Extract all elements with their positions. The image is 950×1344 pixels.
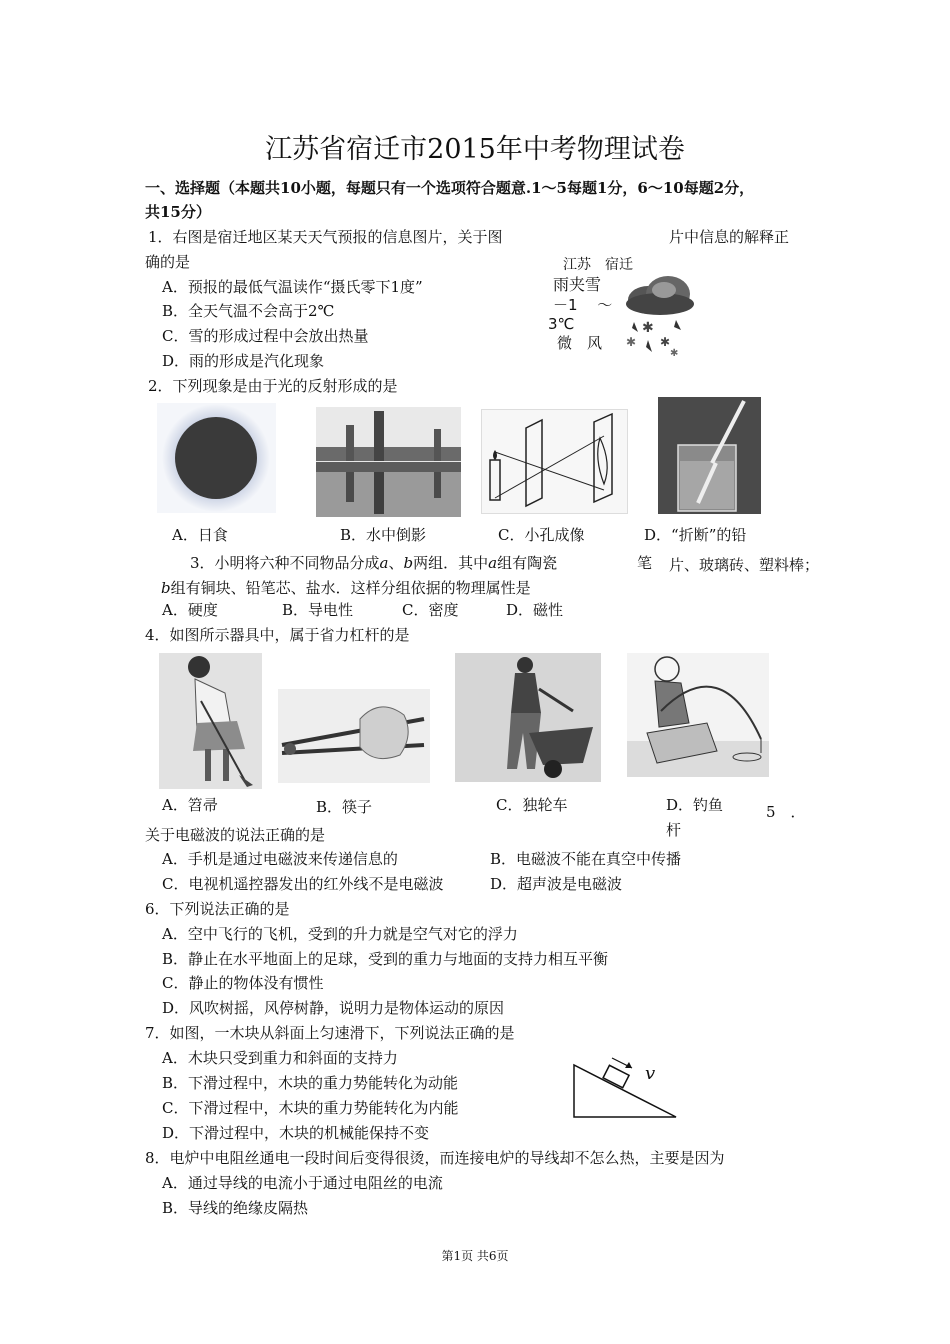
q1-option-a: A．预报的最低气温读作“摄氏零下1度” bbox=[162, 278, 423, 296]
q8-stem: 8．电炉中电阻丝通电一段时间后变得很烫，而连接电炉的导线却不怎么热，主要是因为 bbox=[145, 1149, 725, 1167]
q5-number: 5 ． bbox=[766, 803, 806, 821]
svg-text:✱: ✱ bbox=[626, 335, 637, 349]
q1-stem-a: 1．右图是宿迁地区某天天气预报的信息图片，关于图 bbox=[148, 228, 503, 246]
fishing-rod-image bbox=[627, 653, 769, 777]
q8-option-a: A．通过导线的电流小于通过电阻丝的电流 bbox=[162, 1174, 443, 1192]
q3-line1-part-c: 两组．其中 bbox=[413, 554, 489, 572]
q3-line1-part-d: 组有陶瓷 bbox=[497, 554, 558, 572]
q1-option-b: B．全天气温不会高于2℃ bbox=[162, 302, 335, 320]
q2-option-d-cont: 笔 bbox=[637, 554, 653, 572]
q3-group-a: a bbox=[379, 554, 389, 572]
weather-wind: 微 风 bbox=[557, 334, 603, 352]
q4-stem: 4．如图所示器具中，属于省力杠杆的是 bbox=[145, 626, 410, 644]
q2-stem: 2．下列现象是由于光的反射形成的是 bbox=[148, 377, 398, 395]
water-reflection-image bbox=[316, 407, 461, 517]
solar-eclipse-image bbox=[157, 403, 276, 513]
q6-stem: 6．下列说法正确的是 bbox=[145, 900, 290, 918]
q5-option-b: B．电磁波不能在真空中传播 bbox=[490, 850, 682, 868]
q1-option-c: C．雪的形成过程中会放出热量 bbox=[162, 327, 369, 345]
section-header-line2: 共15分） bbox=[145, 203, 211, 221]
q3-option-b: B．导电性 bbox=[282, 601, 354, 619]
q5-option-c: C．电视机遥控器发出的红外线不是电磁波 bbox=[162, 875, 444, 893]
q6-option-d: D．风吹树摇，风停树静，说明力是物体运动的原因 bbox=[162, 999, 505, 1017]
q3-line2-text: 组有铜块、铅笔芯、盐水．这样分组依据的物理属性是 bbox=[170, 579, 531, 597]
q1-stem-c: 确的是 bbox=[145, 253, 191, 271]
q3-line1-part-a: 3．小明将六种不同物品分成 bbox=[190, 554, 380, 572]
q6-option-c: C．静止的物体没有惯性 bbox=[162, 974, 324, 992]
q3-group-a-2: a bbox=[488, 554, 498, 572]
q6-option-a: A．空中飞行的飞机，受到的升力就是空气对它的浮力 bbox=[162, 925, 518, 943]
rain-snow-icon bbox=[620, 270, 698, 358]
q3-line1-part-b: 、 bbox=[388, 554, 404, 572]
q1-stem-b: 片中信息的解释正 bbox=[669, 228, 790, 246]
q4-option-a: A．笤帚 bbox=[162, 796, 218, 814]
q1-option-d: D．雨的形成是汽化现象 bbox=[162, 352, 325, 370]
q7-option-d: D．下滑过程中，木块的机械能保持不变 bbox=[162, 1124, 430, 1142]
q4-option-b: B．筷子 bbox=[316, 798, 373, 816]
q7-option-a: A．木块只受到重力和斜面的支持力 bbox=[162, 1049, 398, 1067]
pinhole-camera-image bbox=[481, 409, 628, 514]
q3-line1-part-e: 片、玻璃砖、塑料棒； bbox=[669, 556, 820, 574]
weather-place: 江苏 宿迁 bbox=[563, 257, 633, 273]
q8-option-b: B．导线的绝缘皮隔热 bbox=[162, 1199, 309, 1217]
q6-option-b: B．静止在水平地面上的足球，受到的重力与地面的支持力相互平衡 bbox=[162, 950, 609, 968]
q5-option-d: D．超声波是电磁波 bbox=[490, 875, 623, 893]
q7-stem: 7．如图，一木块从斜面上匀速滑下，下列说法正确的是 bbox=[145, 1024, 515, 1042]
chopsticks-image bbox=[278, 689, 430, 783]
page-title: 江苏省宿迁市2015年中考物理试卷 bbox=[265, 134, 685, 165]
q2-option-c: C．小孔成像 bbox=[498, 526, 585, 544]
svg-text:✱: ✱ bbox=[660, 335, 671, 349]
q2-option-b: B．水中倒影 bbox=[340, 526, 427, 544]
q3-line2 bbox=[161, 578, 531, 598]
velocity-label: v bbox=[645, 1063, 656, 1084]
q5-option-a: A．手机是通过电磁波来传递信息的 bbox=[162, 850, 398, 868]
q3-option-a: A．硬度 bbox=[162, 601, 218, 619]
page-footer: 第1页 共6页 bbox=[441, 1249, 509, 1263]
q3-option-d: D．磁性 bbox=[506, 601, 564, 619]
broom-girl-image bbox=[159, 653, 262, 789]
weather-temp-a: －1 ～ bbox=[553, 296, 613, 314]
weather-condition: 雨夹雪 bbox=[553, 275, 602, 294]
q7-option-c: C．下滑过程中，木块的重力势能转化为内能 bbox=[162, 1099, 459, 1117]
svg-text:✱: ✱ bbox=[670, 348, 679, 358]
q3-group-b: b bbox=[403, 554, 414, 572]
q4-option-d-cont: 杆 bbox=[666, 821, 682, 839]
svg-text:✱: ✱ bbox=[642, 320, 654, 336]
bent-pencil-image bbox=[658, 397, 761, 514]
q3-line1 bbox=[190, 553, 557, 573]
weather-temp-b: 3℃ bbox=[548, 315, 575, 333]
q5-stem: 关于电磁波的说法正确的是 bbox=[145, 826, 326, 844]
q2-option-a: A．日食 bbox=[172, 526, 228, 544]
incline-block-diagram bbox=[570, 1055, 680, 1121]
section-header-line1: 一、选择题（本题共10小题，每题只有一个选项符合题意.1～5每题1分，6～10每题2分， bbox=[145, 179, 755, 197]
q3-group-b-2: b bbox=[161, 579, 171, 597]
q3-option-c: C．密度 bbox=[402, 601, 459, 619]
q4-option-c: C．独轮车 bbox=[496, 796, 568, 814]
q4-option-d: D．钓鱼 bbox=[666, 796, 724, 814]
wheelbarrow-image bbox=[455, 653, 601, 782]
q2-option-d: D．“折断”的铅 bbox=[644, 526, 747, 544]
q7-option-b: B．下滑过程中，木块的重力势能转化为动能 bbox=[162, 1074, 459, 1092]
